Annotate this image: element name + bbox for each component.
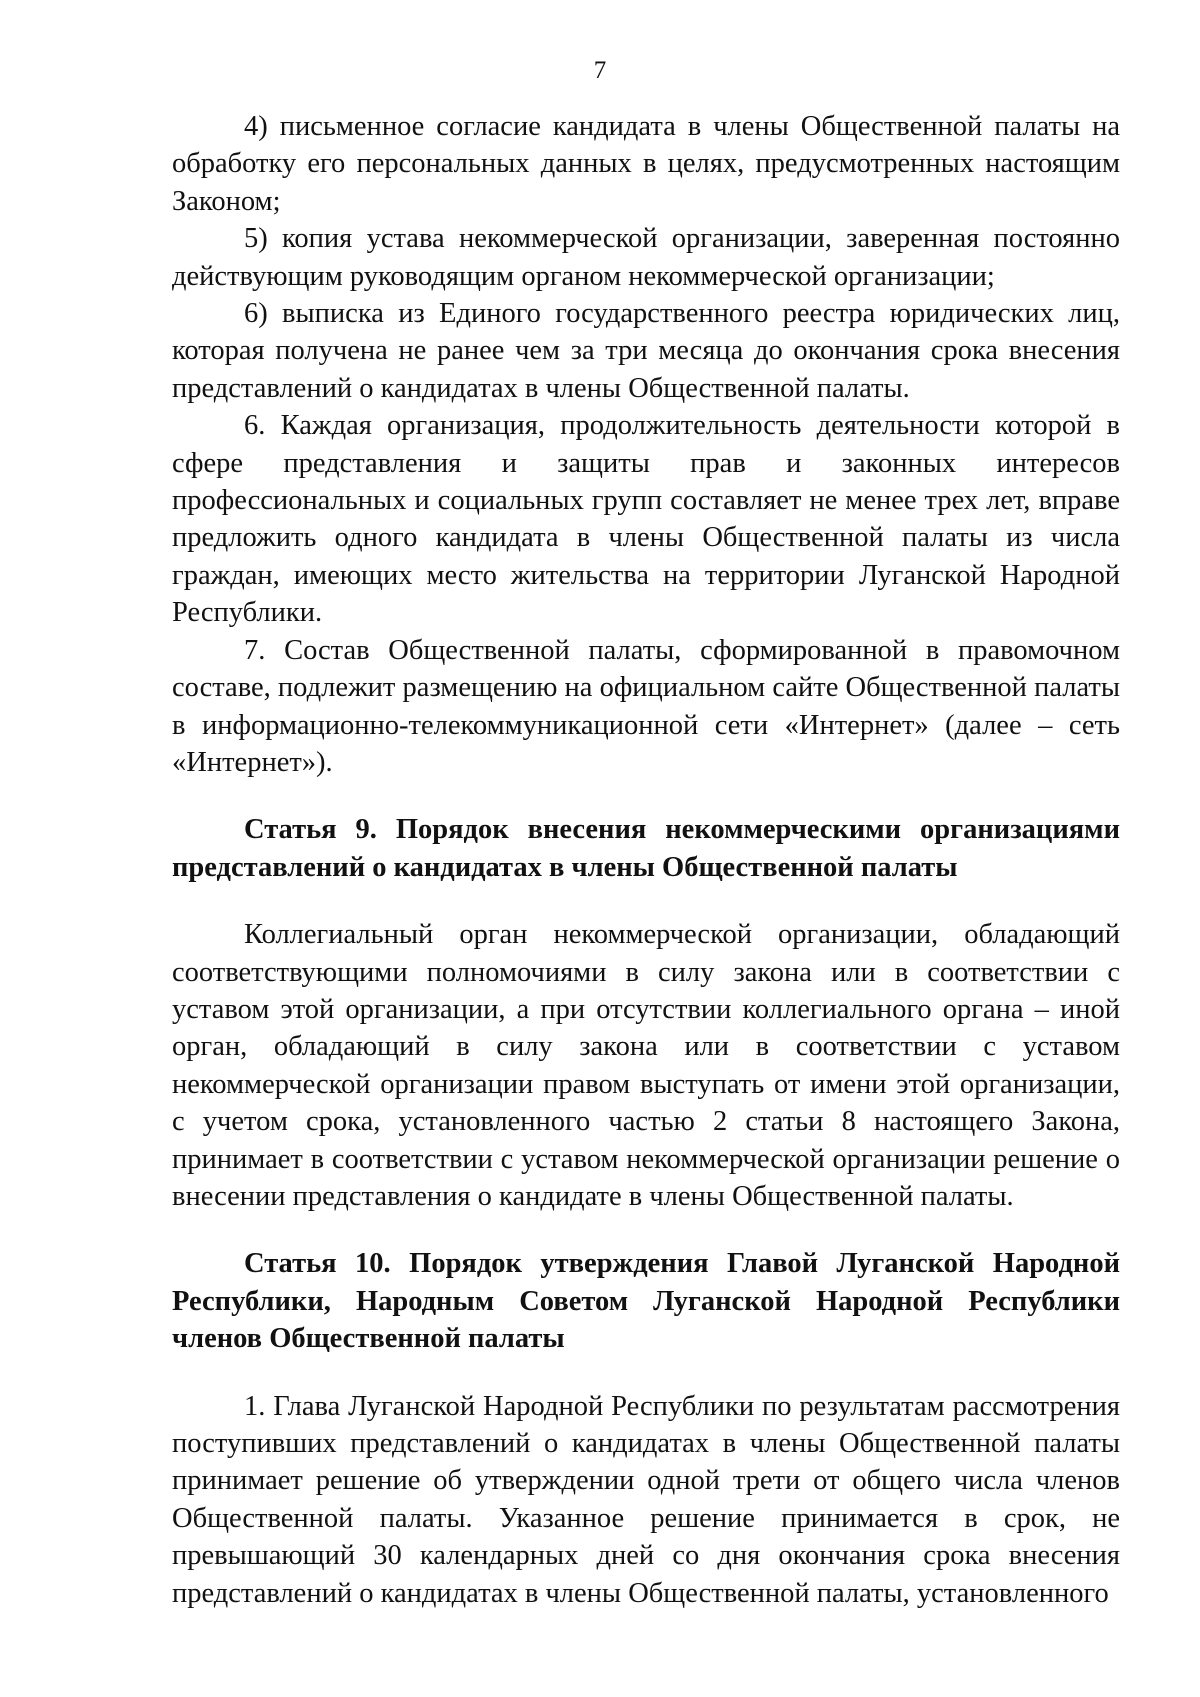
article-9-heading: Статья 9. Порядок внесения некоммерческими организациями представлений о кандидатах в члены Общественной палаты (172, 814, 1120, 883)
list-item: 6) выписка из Единого государственного реестра юридических лиц, которая получена не ранее чем за три месяца до окончания срока внесения представлений о кандидатах в члены Общественной палаты. (172, 298, 1120, 404)
page-number: 7 (593, 57, 607, 84)
article-10-heading: Статья 10. Порядок утверждения Главой Луганской Народной Республики, Народным Советом Луганской Народной Республики членов Общественной палаты (172, 1248, 1120, 1355)
article-10-text: 1. Глава Луганской Народной Республики по результатам рассмотрения поступивших представлений о кандидатах в члены Общественной палаты принимает решение об утверждении одной трети от общего числа членов Общественной палаты. Указанное решение принимается в срок, не превышающий 30 календарных дней со дня окончания срока внесения представлений о кандидатах в члены Общественной палаты, установленного (172, 1390, 1120, 1609)
list-item: 4) письменное согласие кандидата в члены Общественной палаты на обработку его персональных данных в целях, предусмотренных настоящим Законом; (172, 111, 1120, 217)
document-body (172, 108, 1120, 1612)
article-9-text: Коллегиальный орган некоммерческой организации, обладающий соответствующими полномочиями в силу закона или в соответствии с уставом этой организации, а при отсутствии коллегиального органа – иной орган, обладающий в силу закона или в соответствии с уставом некоммерческой организации правом выступать от имени этой организации, с учетом срока, установленного частью 2 статьи 8 настоящего Закона, принимает в соответствии с уставом некоммерческой организации решение о внесении представления о кандидате в члены Общественной палаты. (172, 919, 1120, 1212)
paragraph-6: 6. Каждая организация, продолжительность деятельности которой в сфере представления и защиты прав и законных интересов профессиональных и социальных групп составляет не менее трех лет, вправе предложить одного кандидата в члены Общественной палаты из числа граждан, имеющих место жительства на территории Луганской Народной Республики. (172, 410, 1120, 629)
list-item: 5) копия устава некоммерческой организации, заверенная постоянно действующим руководящим органом некоммерческой организации; (172, 223, 1120, 292)
paragraph-7: 7. Состав Общественной палаты, сформированной в правомочном составе, подлежит размещению на официальном сайте Общественной палаты в информационно-телекоммуникационной сети «Интернет» (далее – сеть «Интернет»). (172, 634, 1120, 778)
